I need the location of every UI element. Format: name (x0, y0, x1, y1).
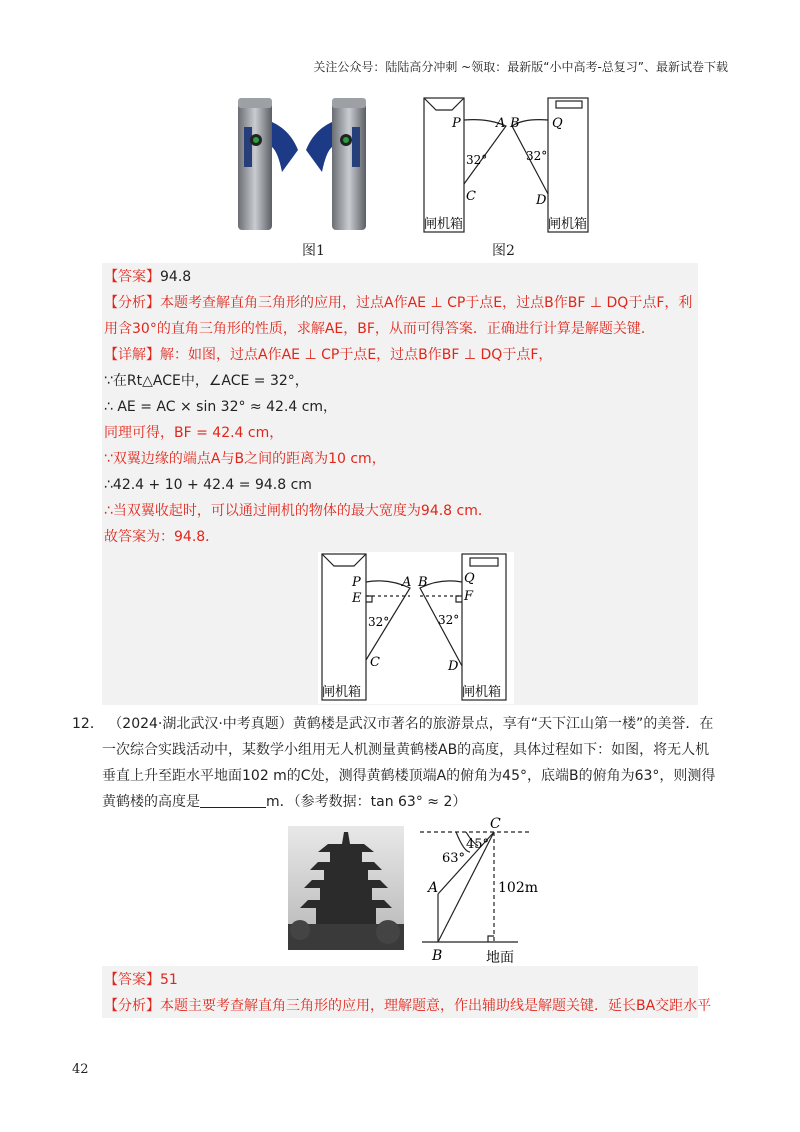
question-12-line-2: 一次综合实践活动中，某数学小组用无人机测量黄鹤楼AB的高度，具体过程如下：如图，将无人机 (102, 742, 710, 758)
svg-text:A: A (402, 575, 412, 590)
question-12-line-3: 垂直上升至距水平地面102 m的C处，测得黄鹤楼顶端A的俯角为45°，底端B的俯角为63°，则测得 (102, 768, 716, 784)
page-header: 关注公众号：陆陆高分冲刺 ~领取：最新版“小中高考-总复习”、最新试卷下载 (313, 60, 728, 74)
label-a: A (496, 116, 506, 131)
analysis-line-1: 【分析】本题考查解直角三角形的应用，过点A作AE ⊥ CP于点E，过点B作BF ⊥ DQ于点F，利 (104, 295, 693, 311)
angle-right: 32° (526, 149, 548, 163)
label-b: B (510, 116, 520, 131)
step-3: 同理可得，BF = 42.4 cm， (104, 425, 284, 441)
svg-text:闸机箱: 闸机箱 (462, 685, 502, 700)
step-5: ∴42.4 + 10 + 42.4 = 94.8 cm (104, 477, 312, 493)
svg-text:C: C (490, 816, 501, 832)
box-right: 闸机箱 (548, 217, 588, 232)
step-6: ∴当双翼收起时，可以通过闸机的物体的最大宽度为94.8 cm． (104, 503, 492, 519)
label-d: D (536, 193, 547, 208)
svg-text:A: A (428, 880, 439, 896)
box-left: 闸机箱 (424, 217, 464, 232)
svg-text:B: B (432, 948, 443, 964)
analysis-line-2: 用含30°的直角三角形的性质，求解AE，BF，从而可得答案．正确进行计算是解题关键． (104, 321, 655, 337)
svg-text:闸机箱: 闸机箱 (322, 685, 362, 700)
svg-text:102m: 102m (498, 880, 538, 896)
svg-text:B: B (418, 575, 428, 590)
svg-text:C: C (370, 655, 380, 670)
page-number: 42 (72, 1062, 89, 1077)
svg-text:地面: 地面 (486, 950, 514, 966)
question-12-line-4: 黄鹤楼的高度是 m．（参考数据：tan 63° ≈ 2） (102, 794, 467, 810)
label-q: Q (552, 116, 563, 131)
label-p: P (452, 116, 461, 131)
step-2: ∴ AE = AC × sin 32° ≈ 42.4 cm， (104, 399, 338, 415)
angle-left: 32° (466, 153, 488, 167)
svg-text:Q: Q (464, 571, 475, 586)
svg-text:D: D (448, 659, 459, 674)
question-12-line-1: 12． （2024·湖北武汉·中考真题）黄鹤楼是武汉市著名的旅游景点，享有“天下江山第一楼”的美誉．在 (72, 716, 714, 732)
svg-text:32°: 32° (438, 613, 460, 627)
figure1-caption: 图1 (302, 243, 325, 259)
svg-text:45°: 45° (466, 837, 490, 852)
gate-diagram-figure2 (418, 94, 598, 236)
turnstile-photo (228, 92, 388, 232)
svg-text:32°: 32° (368, 615, 390, 629)
gate-diagram-solution (318, 552, 514, 704)
step-1: ∵在Rt△ACE中，∠ACE = 32°， (104, 373, 309, 389)
step-4: ∵双翼边缘的端点A与B之间的距离为10 cm， (104, 451, 386, 467)
svg-text:P: P (352, 575, 361, 590)
step-7: 故答案为：94.8． (104, 529, 220, 545)
geometry-diagram-q12 (418, 812, 538, 966)
analysis-12-line: 【分析】本题主要考查解直角三角形的应用，理解题意，作出辅助线是解题关键．延长BA交距水平 (104, 998, 712, 1014)
svg-text:F: F (464, 589, 474, 604)
detail-line-1: 【详解】解：如图，过点A作AE ⊥ CP于点E，过点B作BF ⊥ DQ于点F， (104, 347, 553, 363)
svg-text:63°: 63° (442, 851, 466, 866)
figure2-caption: 图2 (492, 243, 515, 259)
label-c: C (466, 189, 476, 204)
svg-text:E: E (352, 591, 362, 606)
answer-line: 【答案】94.8 (104, 269, 192, 285)
answer-12-line: 【答案】51 (104, 972, 178, 988)
answer-blank (200, 793, 266, 808)
yellow-crane-tower-photo (288, 826, 404, 950)
